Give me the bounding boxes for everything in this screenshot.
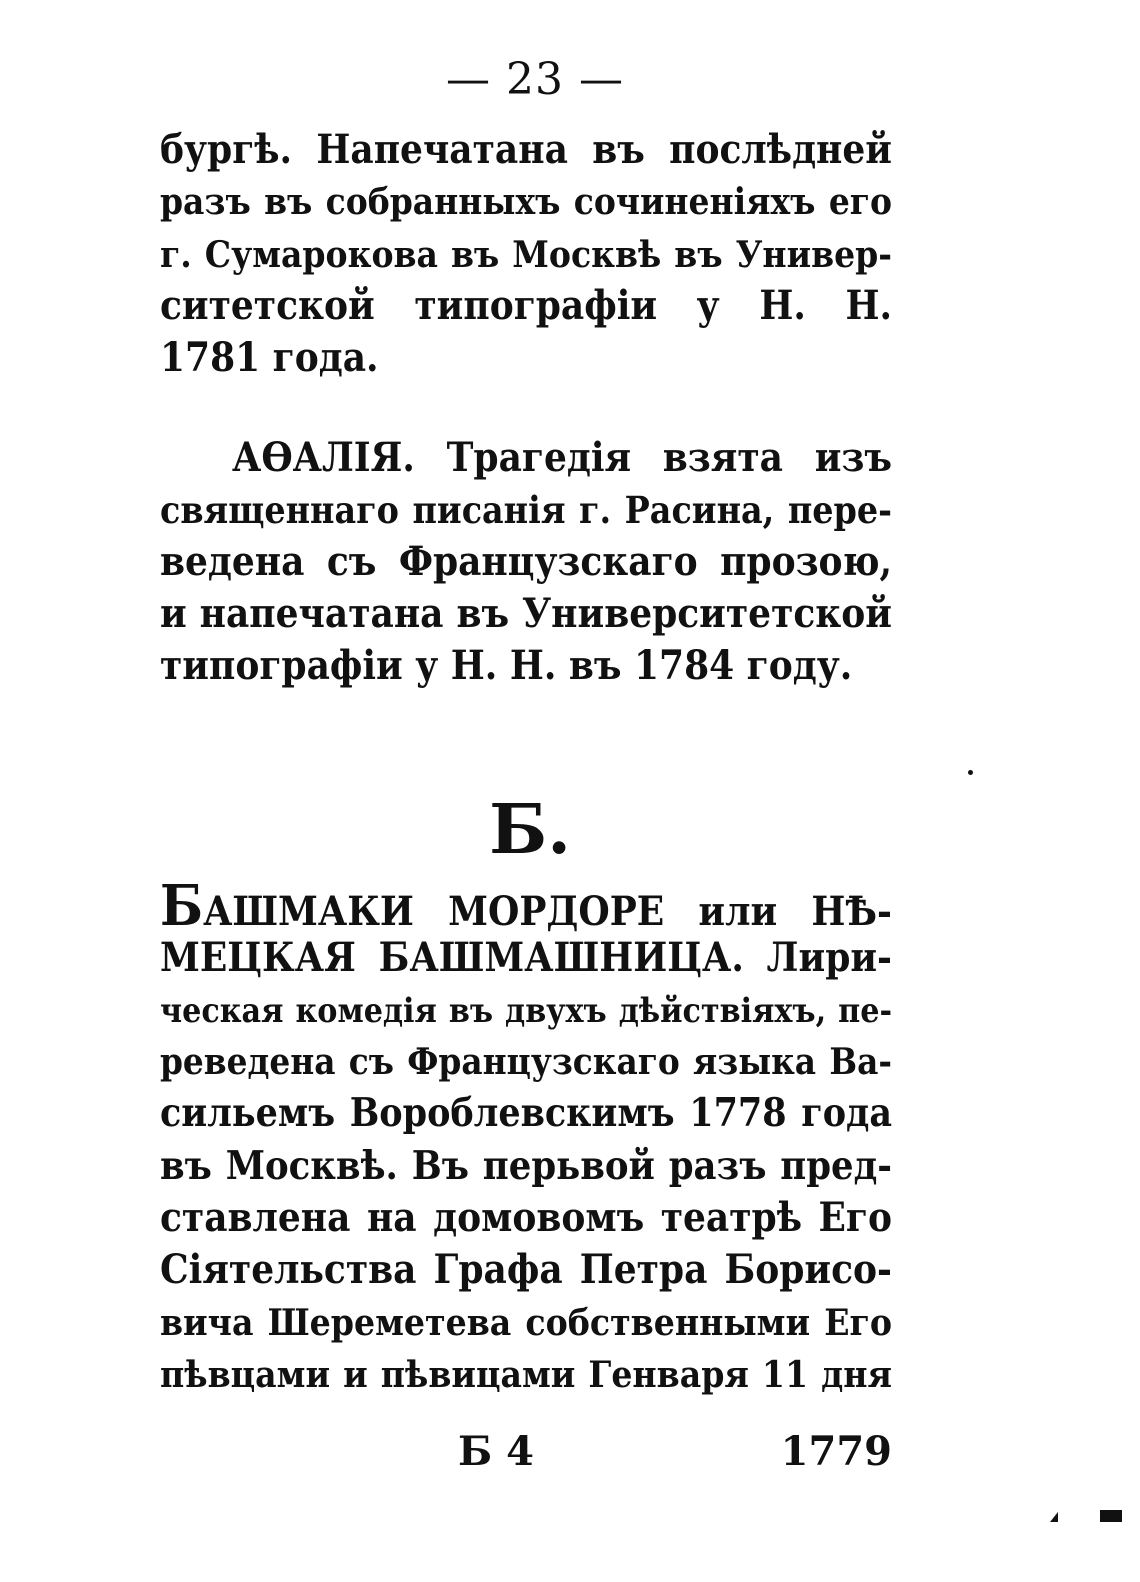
text-line: пѣвцами и пѣвицами Генваря 11 дня xyxy=(160,1352,892,1396)
catchword: 1779 xyxy=(780,1428,892,1475)
signature-mark: Б 4 xyxy=(458,1428,534,1475)
text-line: ставлена на домовомъ театрѣ Его xyxy=(160,1194,892,1241)
text-line-rest: АШМАКИ МОРДОРЕ или НѢ- xyxy=(203,888,892,932)
text-line: Сіятельства Графа Петра Борисо- xyxy=(160,1246,892,1293)
page-footer xyxy=(160,1424,892,1480)
text-line: типографіи у Н. Н. въ 1784 году. xyxy=(160,642,853,689)
scan-speck xyxy=(1050,1512,1058,1522)
scan-speck xyxy=(968,770,973,775)
text-line: бургѣ. Напечатана въ послѣдней xyxy=(160,126,892,173)
entry-continuation xyxy=(160,124,892,384)
text-line: священнаго писанія г. Расина, пере- xyxy=(160,488,892,532)
entry-athalia xyxy=(160,432,892,692)
scan-speck xyxy=(1100,1510,1122,1522)
section-heading: Б. xyxy=(489,790,571,870)
text-line: разъ въ собранныхъ сочиненіяхъ его xyxy=(160,180,892,223)
text-line: г. Сумарокова въ Москвѣ въ Универ- xyxy=(160,232,892,276)
text-line: АѲАЛІЯ. Трагедія взята изъ xyxy=(232,434,892,481)
text-line: въ Москвѣ. Въ перьвой разъ пред- xyxy=(160,1143,892,1189)
text-line: 1781 года. xyxy=(160,334,379,381)
text-line: ведена съ Французскаго прозою, xyxy=(160,538,892,585)
entry-bashmaki xyxy=(160,880,892,1400)
text-line: вича Шереметева собственными Его xyxy=(160,1300,892,1344)
text-line: МЕЦКАЯ БАШМАШНИЦА. Лири- xyxy=(160,934,892,981)
text-line: сильемъ Вороблевскимъ 1778 года xyxy=(160,1091,892,1136)
text-line xyxy=(160,880,892,932)
drop-cap: Б xyxy=(160,880,204,932)
text-line: ситетской типографіи у Н. Н. xyxy=(160,282,892,329)
text-line: реведена съ Французскаго языка Ва- xyxy=(160,1040,892,1083)
text-line: и напечатана въ Университетской xyxy=(160,590,892,637)
page-number: — 23 — xyxy=(446,54,624,105)
text-line: ческая комедія въ двухъ дѣйствіяхъ, пе- xyxy=(160,990,892,1030)
